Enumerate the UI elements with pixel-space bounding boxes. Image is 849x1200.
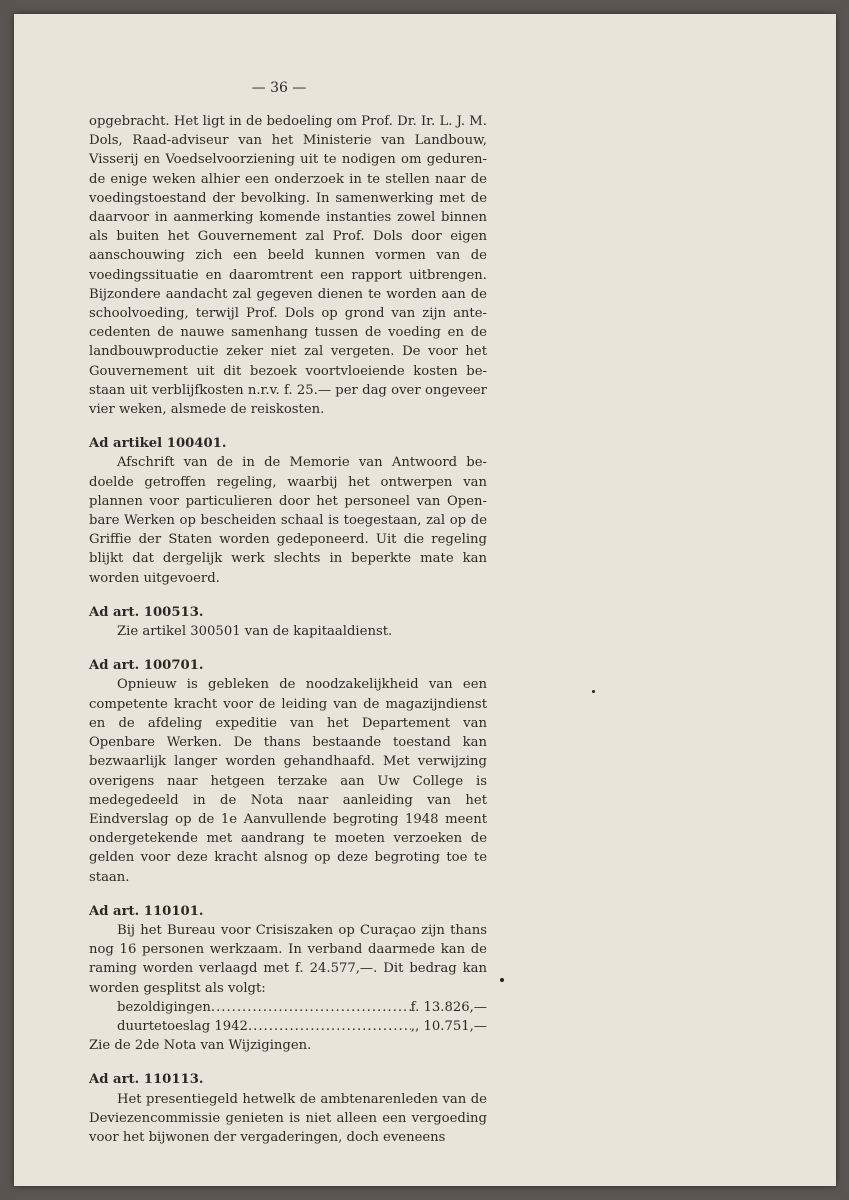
section-heading: Ad artikel 100401. bbox=[89, 436, 227, 452]
paper-speck bbox=[500, 978, 504, 982]
cost-amount: f. 13.826,— bbox=[410, 999, 487, 1015]
section-paragraph: Opnieuw is gebleken de noodzakelijkheid van een competente kracht voor de leiding van de magazijndienst en de afdeling expeditie van het Departement van Openbare Werken. De thans bestaande toestand kan bezwaarlijk langer worden gehandhaafd. Met verwijzing overigens naar hetgeen terzake aan Uw College is medegedeeld in de Nota naar aanleiding van het Eindverslag op de 1e Aanvullende begroting 1948 meent ondergetekende met aandrang te moeten verzoeken de gelden voor deze kracht alsnog op deze begroting toe te staan. bbox=[89, 677, 487, 885]
section-paragraph: Het presentiegeld hetwelk de ambtenarenleden van de Deviezencommissie genieten is niet alleen een vergoeding voor het bijwonen der vergaderingen, doch eveneens bbox=[89, 1091, 487, 1145]
section-paragraph: Bij het Bureau voor Crisiszaken op Curaçao zijn thans nog 16 personen werkzaam. In verband daarmede kan de raming worden verlaagd met f. 24.577,—. Dit bedrag kan worden gesplitst als volgt: bbox=[89, 922, 487, 996]
document-page bbox=[14, 14, 836, 1186]
section-closing: Zie de 2de Nota van Wijzigingen. bbox=[89, 1038, 312, 1054]
dot-leader bbox=[211, 998, 411, 1017]
body-text bbox=[89, 112, 487, 1147]
cost-line bbox=[89, 1017, 487, 1036]
cost-label: bezoldigingen bbox=[117, 999, 211, 1015]
section-heading: Ad art. 100701. bbox=[89, 658, 204, 674]
section-heading: Ad art. 100513. bbox=[89, 604, 204, 620]
paper-speck bbox=[592, 690, 595, 693]
intro-paragraph: opgebracht. Het ligt in de bedoeling om Prof. Dr. Ir. L. J. M. Dols, Raad-adviseur van het Ministerie van Landbouw, Visserij en Voedselvoorziening uit te nodigen om gedurende enige weken alhier een onderzoek in te stellen naar de voedingstoestand der bevolking. In samenwerking met de daarvoor in aanmerking komende instanties zowel binnen als buiten het Gouvernement zal Prof. Dols door eigen aanschouwing zich een beeld kunnen vormen van de voedingssituatie en daaromtrent een rapport uitbrengen. Bijzondere aandacht zal gegeven dienen te worden aan de schoolvoeding, terwijl Prof. Dols op grond van zijn antecedenten de nauwe samenhang tussen de voeding en de landbouwproductie zeker niet zal vergeten. De voor het Gouvernement uit dit bezoek voortvloeiende kosten bestaan uit verblijfkosten n.r.v. f. 25.— per dag over ongeveer vier weken, alsmede de reiskosten. bbox=[89, 114, 487, 418]
section-heading: Ad art. 110101. bbox=[89, 903, 204, 919]
cost-amount: ,, 10.751,— bbox=[410, 1018, 487, 1034]
section-paragraph: Zie artikel 300501 van de kapitaaldienst. bbox=[117, 624, 393, 640]
section-heading: Ad art. 110113. bbox=[89, 1072, 204, 1088]
section-paragraph: Afschrift van de in de Memorie van Antwoord bedoelde getroffen regeling, waarbij het ontwerpen van plannen voor particulieren door het personeel van Openbare Werken op bescheiden schaal is toegestaan, zal op de Griffie der Staten worden gedeponeerd. Uit die regeling blijkt dat dergelijk werk slechts in beperkte mate kan worden uitgevoerd. bbox=[89, 455, 487, 586]
page-number: — 36 — bbox=[251, 80, 307, 96]
dot-leader bbox=[248, 1017, 411, 1036]
cost-label: duurtetoeslag 1942 bbox=[117, 1018, 248, 1034]
cost-line bbox=[89, 998, 487, 1017]
